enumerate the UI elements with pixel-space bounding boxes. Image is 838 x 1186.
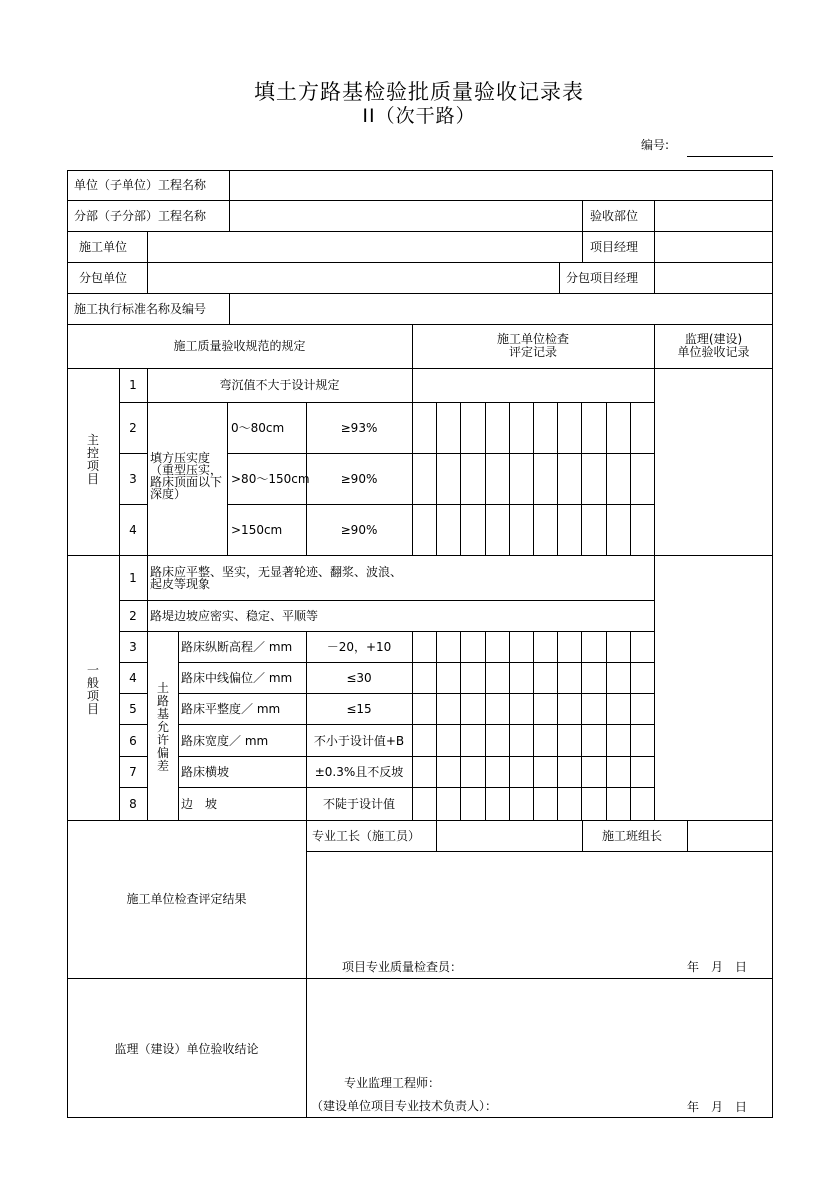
spec-column-header: 施工质量验收规范的规定 — [173, 339, 306, 353]
tolerance-item: 路床纵断高程／ mm — [181, 640, 293, 654]
code-label: 编号: — [641, 138, 670, 152]
team-leader-label: 施工班组长 — [602, 829, 663, 843]
tolerance-item: 边 坡 — [181, 797, 218, 811]
unit-project-name-label: 单位（子单位）工程名称 — [74, 178, 207, 192]
item-number: 2 — [129, 421, 137, 435]
item-number: 1 — [129, 571, 137, 585]
supervision-header: 监理(建设) — [684, 332, 743, 346]
tolerance-value: ≤30 — [346, 671, 372, 685]
item-number: 8 — [129, 797, 137, 811]
item-number: 3 — [129, 472, 137, 486]
code-field[interactable] — [687, 156, 773, 157]
item-number: 2 — [129, 609, 137, 623]
item-number: 4 — [129, 671, 137, 685]
compaction-value: ≥93% — [340, 421, 378, 435]
supervision-engineer-label: 专业监理工程师： — [344, 1076, 441, 1090]
compaction-value: ≥90% — [340, 472, 378, 486]
construction-check-header-2: 评定记录 — [508, 345, 557, 359]
item-number: 6 — [129, 734, 137, 748]
slope-requirement: 路堤边坡应密实、稳定、平顺等 — [150, 609, 319, 623]
tolerance-value: ±0.3%且不反坡 — [314, 765, 404, 779]
tolerance-item: 路床宽度／ mm — [181, 734, 269, 748]
foreman-label: 专业工长（施工员） — [312, 829, 421, 843]
owner-tech-lead-label: （建设单位项目专业技术负责人）： — [311, 1099, 498, 1113]
subgrade-flatness-requirement: 路床应平整、坚实，无显著轮迹、翻浆、波浪、起皮等现象 — [150, 565, 403, 591]
construction-check-header: 施工单位检查 — [496, 332, 569, 346]
depth-range: >80～150cm — [231, 472, 310, 486]
deflection-requirement: 弯沉值不大于设计规定 — [219, 378, 340, 392]
quality-inspector-label: 项目专业质量检查员： — [342, 960, 463, 974]
construction-result-label: 施工单位检查评定结果 — [126, 892, 247, 906]
date-label: 年 月 日 — [687, 960, 748, 974]
supervision-conclusion-label: 监理（建设）单位验收结论 — [114, 1042, 259, 1056]
construction-unit-label: 施工单位 — [79, 240, 128, 254]
tolerance-value: 不陡于设计值 — [322, 797, 395, 811]
main-control-label: 主控项目 — [86, 433, 99, 486]
depth-range: 0～80cm — [231, 421, 285, 435]
form-subtitle: II（次干路） — [362, 105, 476, 127]
sub-project-name-label: 分部（子分部）工程名称 — [74, 209, 207, 223]
subcontract-unit-label: 分包单位 — [79, 271, 128, 285]
form-title: 填土方路基检验批质量验收记录表 — [254, 80, 584, 104]
item-number: 5 — [129, 702, 137, 716]
project-manager-label: 项目经理 — [590, 240, 639, 254]
item-number: 1 — [129, 378, 137, 392]
standard-name-label: 施工执行标准名称及编号 — [74, 302, 207, 316]
tolerance-label: 土路基允许偏差 — [156, 681, 169, 773]
item-number: 3 — [129, 640, 137, 654]
subcontract-manager-label: 分包项目经理 — [566, 271, 639, 285]
item-number: 4 — [129, 523, 137, 537]
item-number: 7 — [129, 765, 137, 779]
tolerance-value: －20，+10 — [326, 640, 392, 654]
supervision-header-2: 单位验收记录 — [677, 345, 750, 359]
tolerance-item: 路床平整度／ mm — [181, 702, 281, 716]
tolerance-item: 路床横坡 — [181, 765, 230, 779]
compaction-label: 填方压实度（重型压实，路床顶面以下深度） — [150, 451, 223, 501]
general-items-label: 一般项目 — [86, 663, 99, 716]
tolerance-value: 不小于设计值+B — [313, 734, 405, 748]
compaction-value: ≥90% — [340, 523, 378, 537]
depth-range: >150cm — [231, 523, 283, 537]
acceptance-part-label: 验收部位 — [590, 209, 639, 223]
date-label: 年 月 日 — [687, 1100, 748, 1114]
tolerance-item: 路床中线偏位／ mm — [181, 671, 293, 685]
tolerance-value: ≤15 — [346, 702, 372, 716]
